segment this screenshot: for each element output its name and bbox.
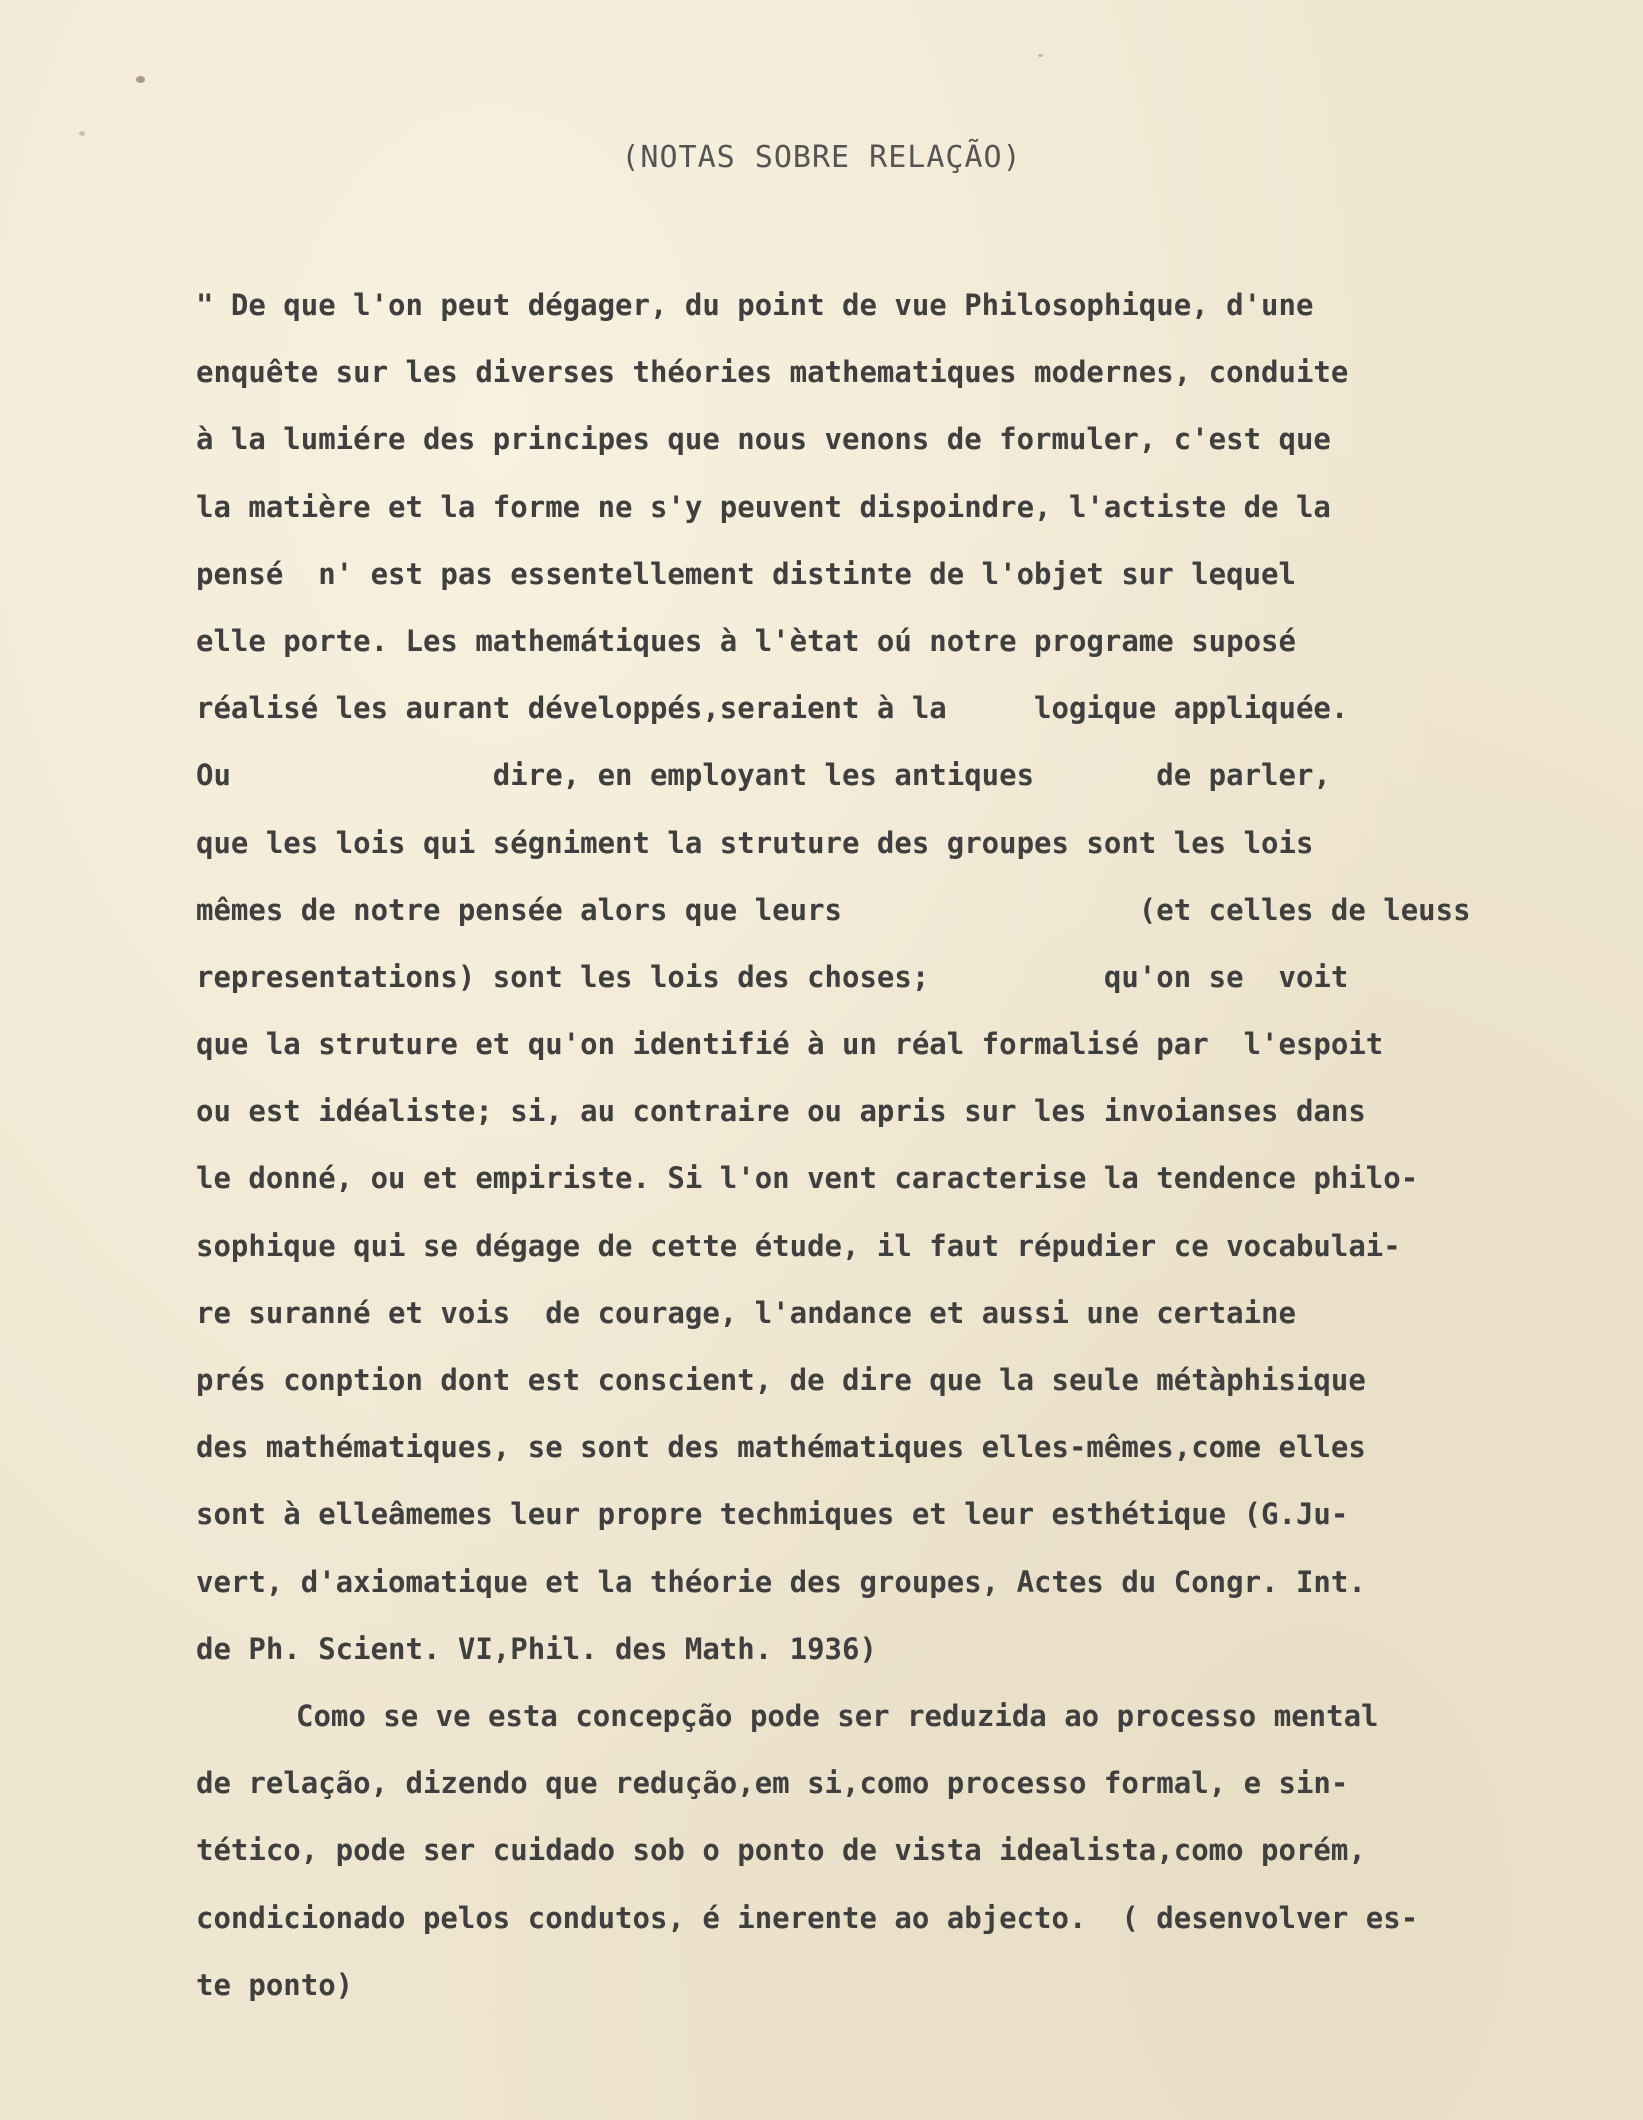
quote-line: sophique qui se dégage de cette étude, il faut répudier ce vocabulai-: [196, 1228, 1401, 1263]
quote-line: des mathématiques, se sont des mathématiques elles-mêmes,come elles: [196, 1430, 1366, 1465]
quote-line: " De que l'on peut dégager, du point de vue Philosophique, d'une: [196, 288, 1314, 322]
quote-line: prés conption dont est conscient, de dire que la seule métàphisique: [196, 1363, 1366, 1397]
quote-line: à la lumiére des principes que nous venons de formuler, c'est que: [196, 422, 1331, 457]
quote-line: la matière et la forme ne s'y peuvent dispoindre, l'actiste de la: [196, 489, 1331, 524]
ink-speck: [1038, 54, 1043, 57]
ink-speck: [136, 76, 145, 83]
ink-speck: [79, 131, 85, 136]
commentary-line: Como se ve esta concepção pode ser reduzida ao processo mental: [296, 1698, 1379, 1733]
quote-line: que la struture et qu'on identifié à un réal formalisé par l'espoit: [196, 1027, 1384, 1062]
commentary-line: te ponto): [196, 1967, 354, 2002]
quote-line: que les lois qui ségniment la struture des groupes sont les lois: [196, 825, 1314, 860]
quote-line: representations) sont les lois des choses; qu'on se voit: [196, 959, 1349, 994]
page-title: (NOTAS SOBRE RELAÇÃO): [621, 140, 1022, 175]
quote-line: réalisé les aurant développés,seraient à la logique appliquée.: [196, 691, 1349, 726]
quote-line: re suranné et vois de courage, l'andance et aussi une certaine: [196, 1295, 1296, 1330]
quote-line: enquête sur les diverses théories mathematiques modernes, conduite: [196, 355, 1349, 390]
commentary-line: tético, pode ser cuidado sob o ponto de vista idealista,como porém,: [196, 1833, 1366, 1868]
quote-line: ou est idéaliste; si, au contraire ou apris sur les invoianses dans: [196, 1094, 1366, 1129]
quote-line: de Ph. Scient. VI,Phil. des Math. 1936): [196, 1631, 877, 1666]
quote-line: pensé n' est pas essentellement distinte de l'objet sur lequel: [196, 556, 1296, 591]
quote-line: Ou dire, en employant les antiques de parler,: [196, 758, 1331, 793]
commentary-line: condicionado pelos condutos, é inerente ao abjecto. ( desenvolver es-: [196, 1900, 1419, 1935]
typed-text-body: [196, 272, 1596, 2019]
quote-line: sont à elleâmemes leur propre techmiques et leur esthétique (G.Ju-: [196, 1497, 1349, 1532]
quote-line: mêmes de notre pensée alors que leurs (et celles de leuss: [196, 892, 1471, 927]
commentary-line: de relação, dizendo que redução,em si,como processo formal, e sin-: [196, 1766, 1349, 1801]
quote-line: vert, d'axiomatique et la théorie des groupes, Actes du Congr. Int.: [196, 1564, 1366, 1599]
quote-line: le donné, ou et empiriste. Si l'on vent caracterise la tendence philo-: [196, 1161, 1419, 1196]
quote-line: elle porte. Les mathemátiques à l'ètat oú notre programe suposé: [196, 623, 1296, 658]
